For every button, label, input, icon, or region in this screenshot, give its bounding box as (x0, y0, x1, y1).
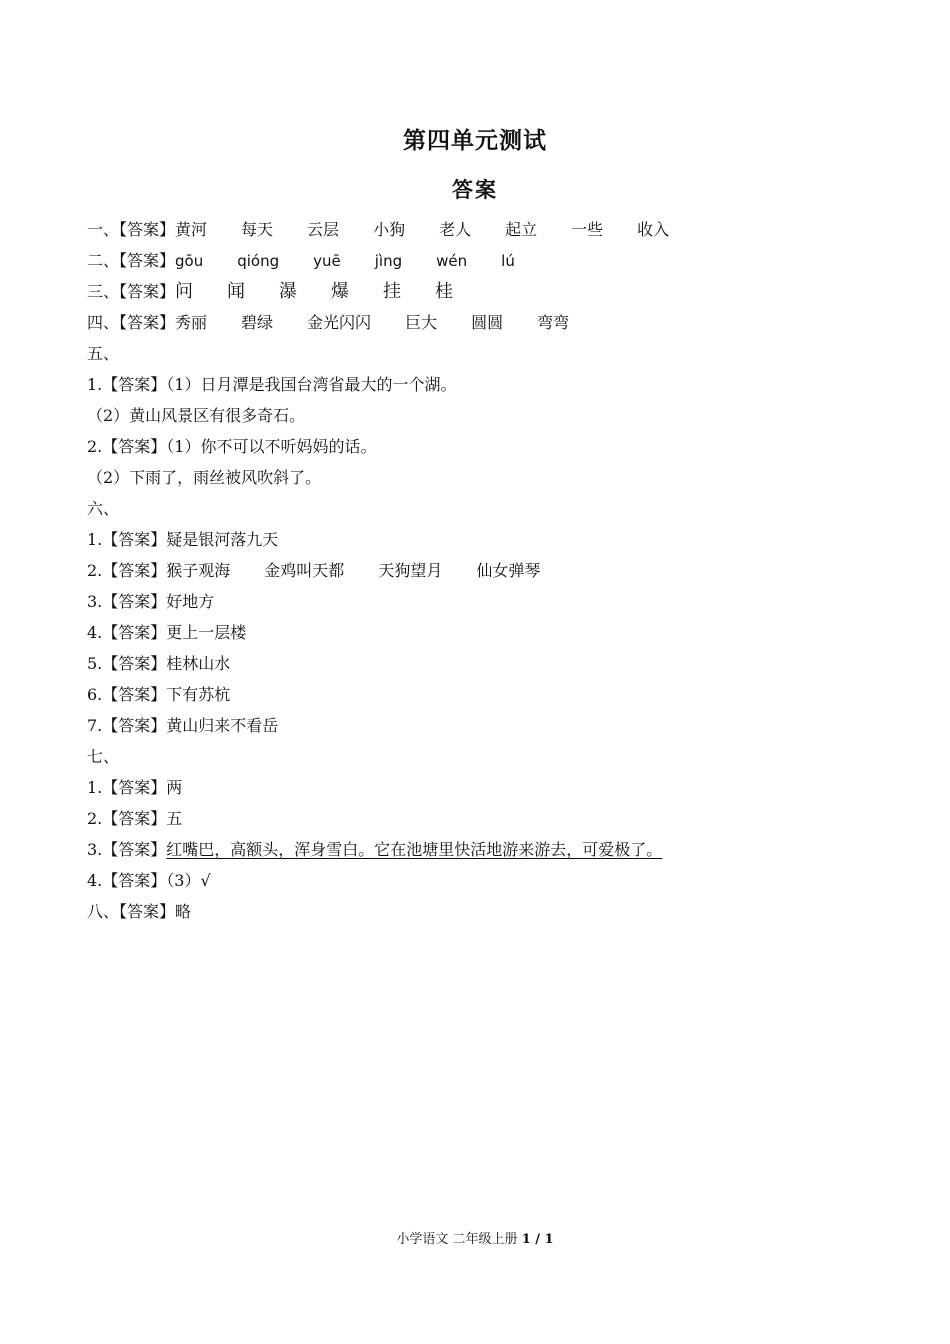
pinyin-word: qióng (237, 252, 280, 270)
section-7-heading: 七、 (87, 747, 120, 766)
section-7-item-4: 4.【答案】（3）√ (87, 871, 211, 890)
answer-word: 仙女弹琴 (476, 561, 541, 580)
answer-word: 碧绿 (241, 313, 274, 332)
answer-word: 猴子观海 (166, 561, 231, 580)
answer-word: 天狗望月 (378, 561, 443, 580)
section-5-item-2a: 2.【答案】（1）你不可以不听妈妈的话。 (87, 437, 377, 456)
answer-word: 黄河 (175, 220, 208, 239)
section-5-item-2b: （2）下雨了，雨丝被风吹斜了。 (87, 468, 322, 487)
section-2-prefix: 二、【答案】 (87, 251, 176, 270)
pinyin-word: gōu (175, 252, 204, 270)
answer-content (87, 218, 877, 931)
pinyin-word: wén (436, 252, 468, 270)
page-subtitle: 答案 (452, 178, 498, 202)
section-6-item-6: 6.【答案】下有苏杭 (87, 685, 231, 704)
page-footer (0, 1228, 950, 1247)
answer-char: 桂 (435, 281, 454, 302)
section-5-item-1b: （2）黄山风景区有很多奇石。 (87, 406, 306, 425)
answer-word: 收入 (637, 220, 670, 239)
section-7-item-3-prefix: 3.【答案】 (87, 840, 167, 859)
section-1-prefix: 一、【答案】 (87, 220, 176, 239)
answer-word: 小狗 (373, 220, 406, 239)
answer-word: 金光闪闪 (307, 313, 372, 332)
section-5-item-1a: 1.【答案】（1）日月潭是我国台湾省最大的一个湖。 (87, 375, 457, 394)
section-3-answer (87, 280, 877, 311)
answer-word: 巨大 (405, 313, 438, 332)
answer-char: 瀑 (279, 281, 298, 302)
section-1-answer (87, 218, 877, 249)
page-title: 第四单元测试 (403, 128, 547, 154)
section-6-item-2-prefix: 2.【答案】 (87, 561, 167, 580)
section-7-item-2: 2.【答案】五 (87, 809, 183, 828)
section-8-answer: 八、【答案】略 (87, 902, 192, 921)
answer-word: 一些 (571, 220, 604, 239)
pinyin-word: jìng (374, 252, 403, 270)
answer-word: 秀丽 (175, 313, 208, 332)
footer-text: 小学语文 二年级上册 (396, 1232, 522, 1247)
answer-char: 闻 (227, 281, 246, 302)
answer-word: 起立 (505, 220, 538, 239)
answer-char: 问 (175, 281, 194, 302)
section-6-item-3: 3.【答案】好地方 (87, 592, 215, 611)
section-4-answer (87, 311, 877, 342)
section-6-item-1: 1.【答案】疑是银河落九天 (87, 530, 279, 549)
section-3-prefix: 三、【答案】 (87, 282, 176, 301)
section-6-item-7: 7.【答案】黄山归来不看岳 (87, 716, 279, 735)
answer-word: 金鸡叫天都 (264, 561, 345, 580)
section-6-heading: 六、 (87, 499, 120, 518)
answer-word: 每天 (241, 220, 274, 239)
answer-word: 老人 (439, 220, 472, 239)
answer-word: 弯弯 (537, 313, 570, 332)
section-7-item-1: 1.【答案】两 (87, 778, 183, 797)
section-5-heading: 五、 (87, 344, 120, 363)
underlined-answer: 红嘴巴，高额头，浑身雪白。它在池塘里快活地游来游去，可爱极了。 (166, 840, 663, 859)
section-6-item-5: 5.【答案】桂林山水 (87, 654, 231, 673)
section-2-answer (87, 249, 877, 280)
section-4-prefix: 四、【答案】 (87, 313, 176, 332)
section-6-item-2 (87, 559, 877, 590)
pinyin-word: yuē (313, 252, 341, 270)
answer-word: 圆圆 (471, 313, 504, 332)
page-number: 1 / 1 (521, 1232, 554, 1247)
answer-char: 爆 (331, 281, 350, 302)
section-7-item-3 (87, 838, 877, 869)
answer-word: 云层 (307, 220, 340, 239)
pinyin-word: lú (501, 252, 515, 270)
answer-char: 挂 (383, 281, 402, 302)
section-6-item-4: 4.【答案】更上一层楼 (87, 623, 247, 642)
